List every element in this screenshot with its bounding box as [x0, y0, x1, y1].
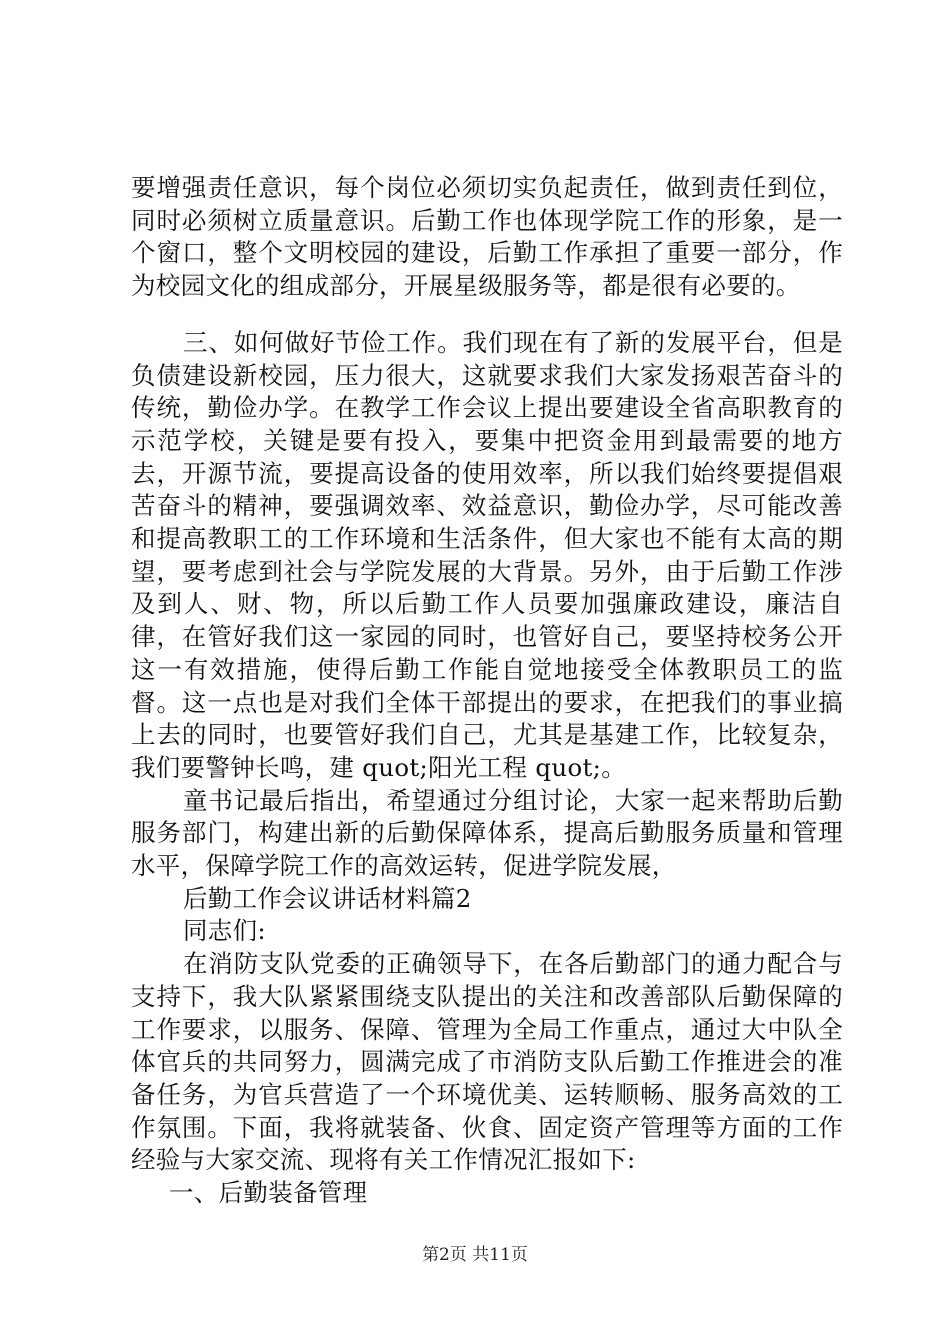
section-title: 后勤工作会议讲话材料篇2 — [183, 883, 472, 913]
salutation: 同志们: — [183, 916, 266, 946]
paragraph-spacer — [131, 303, 843, 327]
document-body — [131, 172, 843, 1210]
paragraph-responsibility: 要增强责任意识，每个岗位必须切实负起责任，做到责任到位，同时必须树立质量意识。后勤工作也体现学院工作的形象，是一个窗口，整个文明校园的建设，后勤工作承担了重要一部分，作为校园文化的组成部分，开展星级服务等，都是很有必要的。 — [131, 173, 843, 301]
page-footer: 第2页 共11页 — [422, 1245, 528, 1265]
paragraph-frugality: 三、如何做好节俭工作。我们现在有了新的发展平台，但是负债建设新校园，压力很大，这就要求我们大家发扬艰苦奋斗的传统，勤俭办学。在教学工作会议上提出要建设全省高职教育的示范学校，关键是要有投入，要集中把资金用到最需要的地方去，开源节流，要提高设备的使用效率，所以我们始终要提倡艰苦奋斗的精神，要强调效率、效益意识，勤俭办学，尽可能改善和提高教职工的工作环境和生活条件，但大家也不能有太高的期望，要考虑到社会与学院发展的大背景。另外，由于后勤工作涉及到人、财、物，所以后勤工作人员要加强廉政建设，廉洁自律，在管好我们这一家园的同时，也管好自己，要坚持校务公开这一有效措施，使得后勤工作能自觉地接受全体教职员工的监督。这一点也是对我们全体干部提出的要求，在把我们的事业搞上去的同时，也要管好我们自己，尤其是基建工作，比较复杂，我们要警钟长鸣，建 quot;阳光工程 quot;。 — [131, 327, 843, 782]
paragraph-report-intro: 在消防支队党委的正确领导下，在各后勤部门的通力配合与支持下，我大队紧紧围绕支队提出的关注和改善部队后勤保障的工作要求，以服务、保障、管理为全局工作重点，通过大中队全体官兵的共同努力，圆满完成了市消防支队后勤工作推进会的准备任务，为官兵营造了一个环境优美、运转顺畅、服务高效的工作氛围。下面，我将就装备、伙食、固定资产管理等方面的工作经验与大家交流、现将有关工作情况汇报如下: — [131, 949, 843, 1175]
paragraph-closing-remarks: 童书记最后指出，希望通过分组讨论，大家一起来帮助后勤服务部门，构建出新的后勤保障体系，提高后勤服务质量和管理水平，保障学院工作的高效运转，促进学院发展， — [131, 785, 843, 881]
subsection-heading: 一、后勤装备管理 — [169, 1178, 368, 1208]
